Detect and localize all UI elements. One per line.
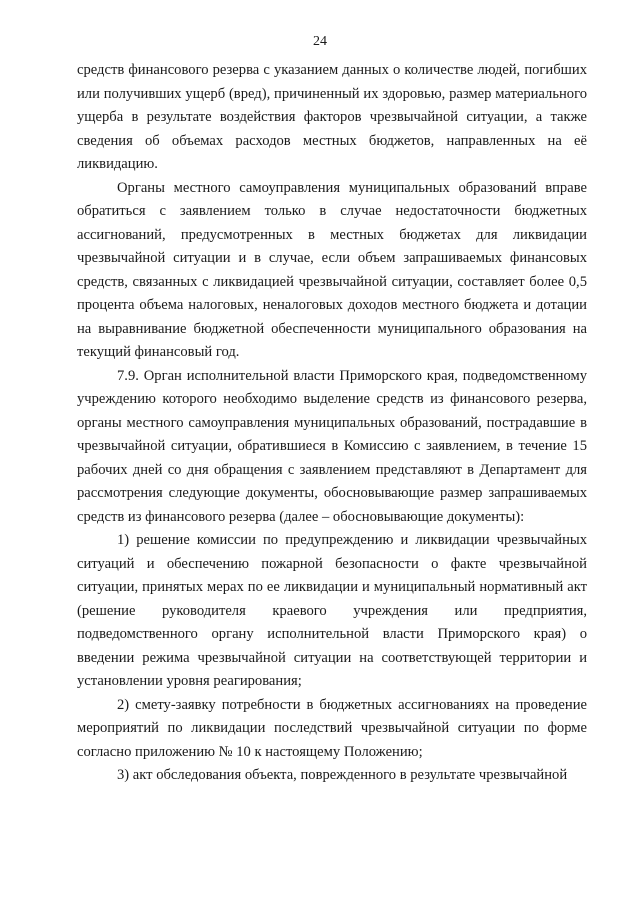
page-number: 24 xyxy=(313,34,327,49)
paragraph-clause-7-9: 7.9. Орган исполнительной власти Приморского края, подведомственному учреждению которого необходимо выделение средств из финансового резерва, органы местного самоуправления муниципальных образований, пострадавшие в чрезвычайной ситуации, обратившиеся в Комиссию с заявлением, в течение 15 рабочих дней со дня обращения с заявлением представляют в Департамент для рассмотрения следующие документы, обосновывающие размер запрашиваемых средств из финансового резерва (далее – обосновывающие документы): xyxy=(77,367,587,525)
paragraph-continuation: средств финансового резерва с указанием данных о количестве людей, погибших или получивших ущерб (вред), причиненный их здоровью, размер материального ущерба в результате воздействия факторов чрезвычайной ситуации, а также сведения об объемах расходов местных бюджетов, направленных на её ликвидацию. xyxy=(77,62,587,172)
list-item-3: 3) акт обследования объекта, поврежденного в результате чрезвычайной xyxy=(117,767,568,783)
list-item-1: 1) решение комиссии по предупреждению и ликвидации чрезвычайных ситуаций и обеспечению пожарной безопасности о факте чрезвычайной ситуации, принятых мерах по ее ликвидации и муниципальный нормативный акт (решение руководителя краевого учреждения или предприятия, подведомственного органу исполнительной власти Приморского края) о введении режима чрезвычайной ситуации на соответствующей территории и установлении уровня реагирования; xyxy=(77,532,587,689)
document-body xyxy=(77,59,587,788)
list-item-2: 2) смету-заявку потребности в бюджетных ассигнованиях на проведение мероприятий по ликвидации последствий чрезвычайной ситуации по форме согласно приложению № 10 к настоящему Положению; xyxy=(77,696,587,760)
paragraph-local-authorities: Органы местного самоуправления муниципальных образований вправе обратиться с заявлением только в случае недостаточности бюджетных ассигнований, предусмотренных в местных бюджетах для ликвидации чрезвычайной ситуации и в случае, если объем запрашиваемых финансовых средств, связанных с ликвидацией чрезвычайной ситуации, составляет более 0,5 процента объема налоговых, неналоговых доходов местного бюджета и дотации на выравнивание бюджетной обеспеченности муниципального образования на текущий финансовый год. xyxy=(77,179,587,360)
